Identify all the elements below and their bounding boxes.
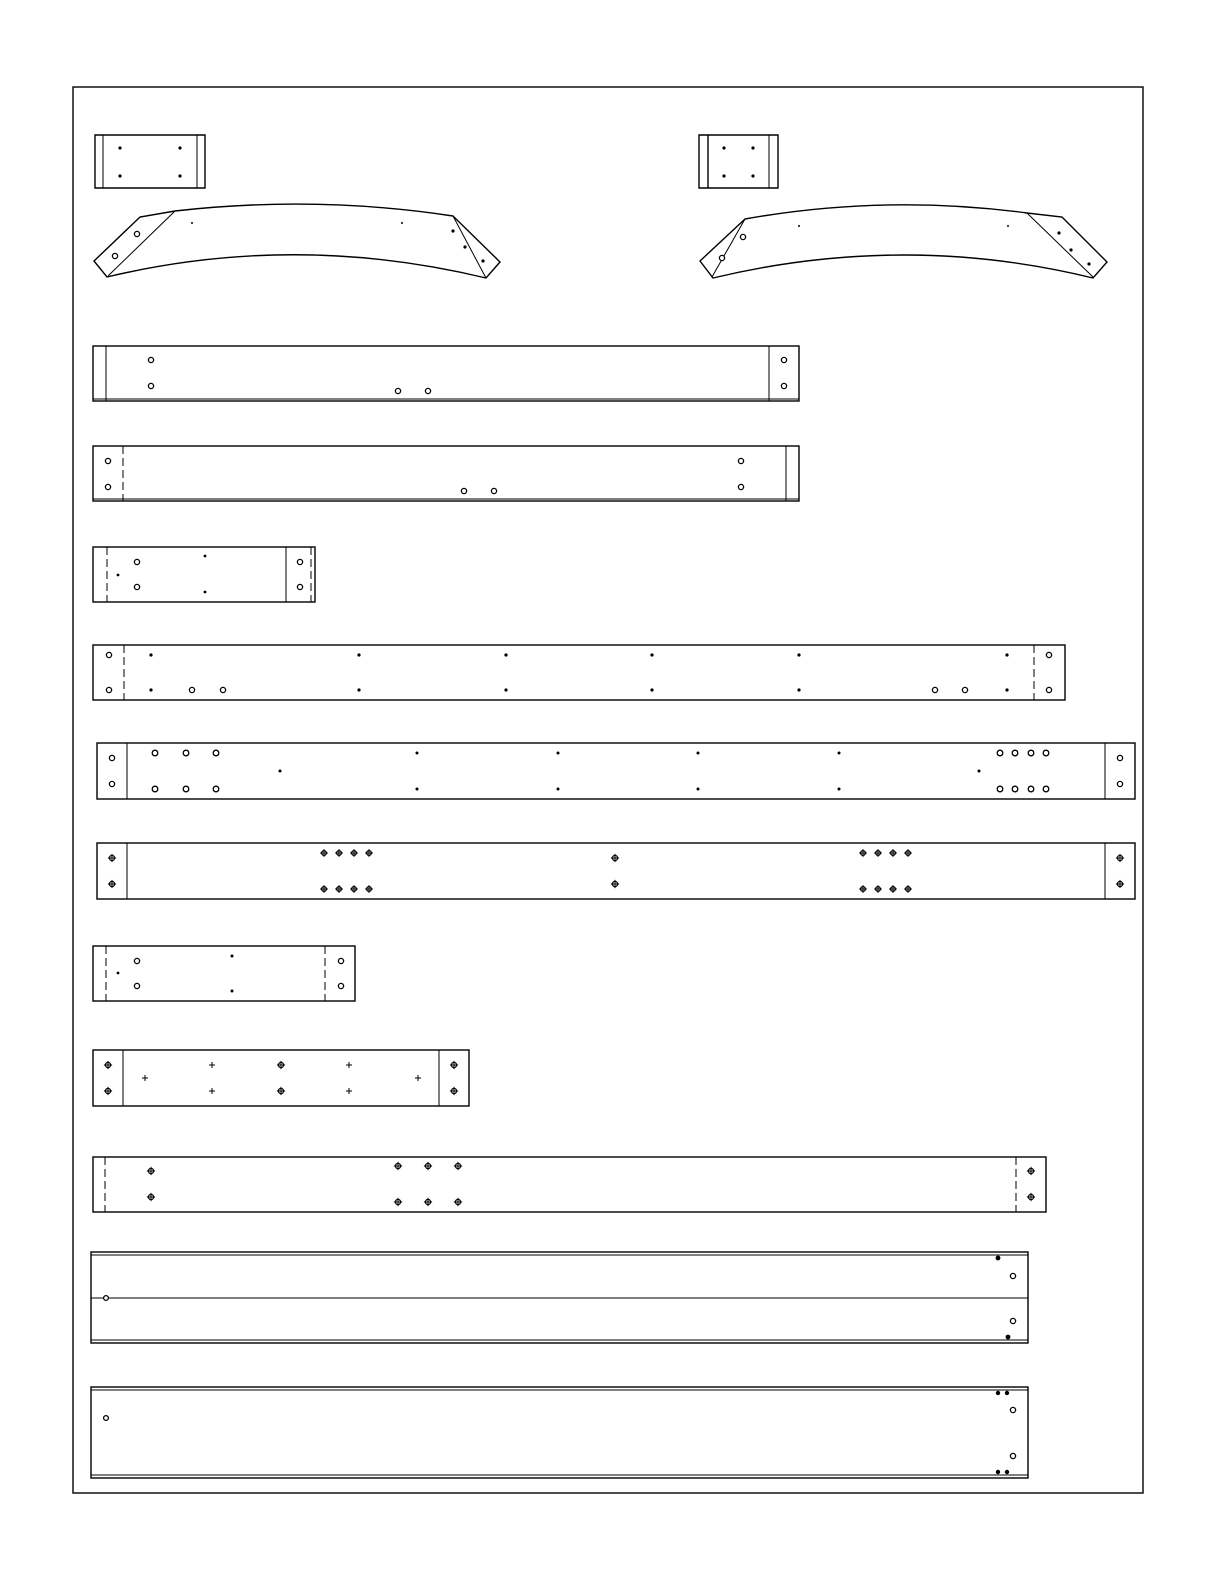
crosshair-hole <box>335 849 343 857</box>
rail-7 <box>93 946 355 1001</box>
crosshair-hole <box>454 1198 462 1206</box>
rail-2 <box>93 446 799 501</box>
small-plate-right <box>699 135 778 188</box>
small-plate-left <box>95 135 205 188</box>
crosshair-hole <box>874 885 882 893</box>
crosshair-hole <box>108 880 116 888</box>
crosshair-hole <box>350 849 358 857</box>
panel-2 <box>91 1387 1028 1478</box>
crosshair-hole <box>1027 1193 1035 1201</box>
crosshair-hole <box>450 1061 458 1069</box>
pilot-mark <box>209 1088 215 1094</box>
crosshair-hole <box>277 1087 285 1095</box>
pilot-mark <box>415 1075 421 1081</box>
crosshair-hole <box>394 1198 402 1206</box>
curved-arm-left <box>94 204 500 278</box>
crosshair-hole <box>394 1162 402 1170</box>
crosshair-hole <box>335 885 343 893</box>
crosshair-hole <box>454 1162 462 1170</box>
crosshair-hole <box>874 849 882 857</box>
crosshair-hole <box>365 849 373 857</box>
crosshair-hole <box>1116 880 1124 888</box>
crosshair-hole <box>611 854 619 862</box>
crosshair-hole <box>320 849 328 857</box>
crosshair-hole <box>104 1061 112 1069</box>
crosshair-hole <box>1116 854 1124 862</box>
crosshair-hole <box>424 1198 432 1206</box>
crosshair-hole <box>108 854 116 862</box>
crosshair-hole <box>147 1167 155 1175</box>
rail-1 <box>93 346 799 401</box>
panel-1 <box>91 1252 1028 1343</box>
rail-3 <box>93 547 315 602</box>
crosshair-hole <box>859 849 867 857</box>
pilot-mark <box>142 1075 148 1081</box>
crosshair-hole <box>904 849 912 857</box>
crosshair-hole <box>904 885 912 893</box>
crosshair-hole <box>365 885 373 893</box>
crosshair-hole <box>424 1162 432 1170</box>
sheet-border <box>73 87 1143 1493</box>
rail-9 <box>93 1157 1046 1212</box>
crosshair-hole <box>450 1087 458 1095</box>
crosshair-hole <box>889 885 897 893</box>
curved-arm-right <box>700 205 1107 278</box>
pilot-mark <box>346 1088 352 1094</box>
crosshair-hole <box>889 849 897 857</box>
rail-5 <box>97 743 1135 799</box>
pilot-mark <box>209 1062 215 1068</box>
crosshair-hole <box>147 1193 155 1201</box>
crosshair-hole <box>859 885 867 893</box>
rail-4 <box>93 645 1065 700</box>
crosshair-hole <box>104 1087 112 1095</box>
crosshair-hole <box>611 880 619 888</box>
rail-6 <box>97 843 1135 899</box>
crosshair-hole <box>1027 1167 1035 1175</box>
pilot-mark <box>346 1062 352 1068</box>
crosshair-hole <box>320 885 328 893</box>
crosshair-hole <box>350 885 358 893</box>
rail-8 <box>93 1050 469 1106</box>
crosshair-hole <box>277 1061 285 1069</box>
